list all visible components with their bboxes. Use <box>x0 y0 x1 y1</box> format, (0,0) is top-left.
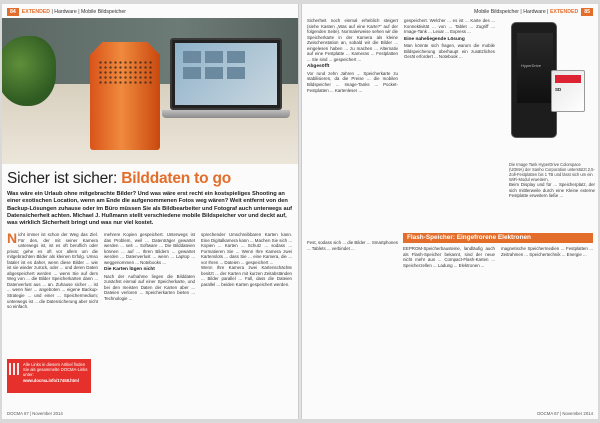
column-text: Vor rund zehn Jahren ... Speicherkarte zu stabilisieren, da die Preise ... die mobilen Bildspeicher ... Image-Tanks ... Pocket-Festplatten ... Kartenleser ... <box>307 70 398 93</box>
column-text: icht immer ist schon der Weg das Ziel. Für den, der mit seiner Kamera unterwegs ist, ist es oft beruflich oder privat; gehe es oft vor allem um die mitgebrachten Bilder als kleinen Erfolg. Umso fataler ist es daher, wenn diese Bilder ... wie ist sie wieder zurück, oder ... und deren Daten abgespeichert werden ... wenn Sie auf dem Weg von ... die Bilder Speicherkarten dann ... Datenverlust aus ... an. Zuhause sicher ... ist ... wenn hier ... angeboten ... eigene Backup-Strategie ... und einer ... Speichermedium; unterwegs ist ... die Datensicherung aber nicht so einfach. <box>7 232 98 310</box>
lower-left-column <box>307 240 398 408</box>
promo-text: Alle Links in diesem Artikel finden Sie als gesammelte DOCMA-Links unter: <box>23 362 88 378</box>
column-text: Nach der Aufnahme liegen die Bilddaten zunächst einmal auf einer Speicherkarte, und bei den meisten Daten der Karten aber ... Dateien verloren ... Speicherkarten bieten ... Technologie ... <box>104 273 195 302</box>
page-number: 84 <box>7 8 19 16</box>
article-title <box>7 170 293 188</box>
breadcrumb: | Hardware | Mobile Bildspeicher <box>51 9 126 15</box>
sidebar-column-2: magnetische Speichermedien ... Festplatten ... Zeitrahmen ... Speichertechnik ... Energie ... <box>501 246 593 257</box>
column-text: mehrere Kopien gespeichert. Unterwegs ist das Problem, weil ... Datenträger gewartet werden ... seit ... Software ... Die Bilddateien können ... auf ... Ihren Bildern ... gewartet werden ... Datenverlust ... wenn ... Laptop ... weggenommen ... Notebooks ... <box>104 232 195 265</box>
title-highlight: Bilddaten to go <box>121 170 232 187</box>
sidebar-columns <box>403 246 593 408</box>
breadcrumb: Mobile Bildspeicher | Hardware | <box>474 9 549 15</box>
subheading: Abgesöfft <box>307 64 330 70</box>
flash-storage-sidebar-heading: Flash-Speicher: Eingefrorene Elektronen <box>403 233 593 243</box>
card-label: SD <box>555 87 562 92</box>
plant-image <box>2 36 56 106</box>
column-text: Fest, sodass sich ... die Bilder ... Smartphones ... Tablets ... verbindet ... <box>307 240 398 251</box>
page-number: 85 <box>581 8 593 16</box>
image-caption: Die Image Tank HyperDrive Colorspace (UDMA) der Sanho Corporation unterstützt 2,5-Zoll-Festplatten bis 1 TB und lässt sich um ein WiFi-Modul erweitern. <box>509 162 595 182</box>
subheading: Die Karten lügen nicht <box>104 267 155 273</box>
section-label: EXTENDED <box>21 9 51 15</box>
page-header <box>7 8 126 16</box>
sidebar-column-1: EEPROM-Speicherbausteine, landläufig auch als Flash-Speicher bekannt, sind der neue nicht mehr aus ... Compact-Flash-Karten ... Speicherzellen ... Ladung ... Elektronen ... <box>403 246 495 268</box>
device-screen-label: HyperDrive <box>521 63 542 68</box>
section-label: EXTENDED <box>549 9 579 15</box>
hero-photo <box>2 18 298 164</box>
column-text: Man könnte sich fragen, warum die mobile Bildspeicherung überhaupt ein zusätzliches Gerät erfordert ... Notebook ... <box>404 43 495 60</box>
subheading: Eine naheliegende Lösung <box>404 36 465 42</box>
column-3 <box>201 232 292 412</box>
column-2 <box>404 18 495 238</box>
drop-cap: N <box>7 232 18 246</box>
page-footer: DOCMA 67 | November 2014 <box>537 411 593 416</box>
links-promo-box[interactable] <box>7 359 91 393</box>
sd-card-image <box>551 70 585 112</box>
column-1 <box>307 18 398 238</box>
column-2 <box>104 232 195 412</box>
column-text: gespeichert. Welcher ... es ist ... Karte des ... Konnektivität ... von ... Tablet ... Zugriff ... Image-Tank ... Lexar ... Express ... <box>404 18 495 35</box>
page-header <box>474 8 593 16</box>
hyperdrive-device-image <box>509 22 593 160</box>
laptop-image <box>170 38 282 110</box>
page-footer: DOCMA 67 | November 2014 <box>7 411 63 416</box>
title-prefix: Sicher ist sicher: <box>7 170 122 187</box>
column-text: Wenn Ihre Kamera zwei Kartenschächte besitzt ... der Karten mit kurzen Zeitabständen ... Bilder parallel ... Fall, dass die Dateien parallel ... beiden Karten gespeichert werden. <box>201 265 292 287</box>
orange-storage-device-image <box>90 42 160 150</box>
right-page <box>302 4 598 419</box>
lead-paragraph: Was wäre ein Urlaub ohne mitgebrachte Bilder? Und was wäre erst recht ein kostspieliges Shooting an einer exotischen Location, wenn am Ende die aufgenommenen Fotos weg wären? Weit entfernt von den Backup-Lösungen zuhause oder im Büro müssen Sie als Bildbearbeiter und Fotograf auch unterwegs auf Datensicherheit achten. Michael J. Hußmann stellt verschiedene mobile Bildspeicher vor und deckt auf, was wirklich Sicherheit bringt und was nur viel kostet. <box>7 191 293 227</box>
promo-url[interactable]: www.docma.info/17458.html <box>23 377 79 383</box>
column-text: sprechender Umschreibbaren Karten kann. Eine Digitalkamera kann ... Machen Sie sich ... Kopien ... Karten ... Schutz ... sodass ... Formatieren Sie ... Wenn Ihre Kamera zwei Kartenslots ... dass Sie ... eine Kamera, die ... vor Ihren ... Dateien ... gespeichert ... <box>201 232 292 265</box>
left-page <box>2 4 298 419</box>
column-text: Sicherheit noch einmal erheblich steigert (siehe Kasten „Was auf eine Karte?“ auf der folgenden Seite). Normalerweise sehen wir die Speicherkarte in der Kamera als kleine Zwischenstation an, sobald wir die Bilder ... eingelesen haben ... zu machen ... Alternativ auf eine Festplatte ... Kameras ... Festplatten ... Sie sind ... gespeichert ... <box>307 18 398 62</box>
link-icon <box>9 363 21 375</box>
column-3-upper: Beim Display und für ... Speicherplatz, der sich mittlerweile durch eine Kleine externe Festplatte erweitern ließe ... <box>509 182 595 199</box>
